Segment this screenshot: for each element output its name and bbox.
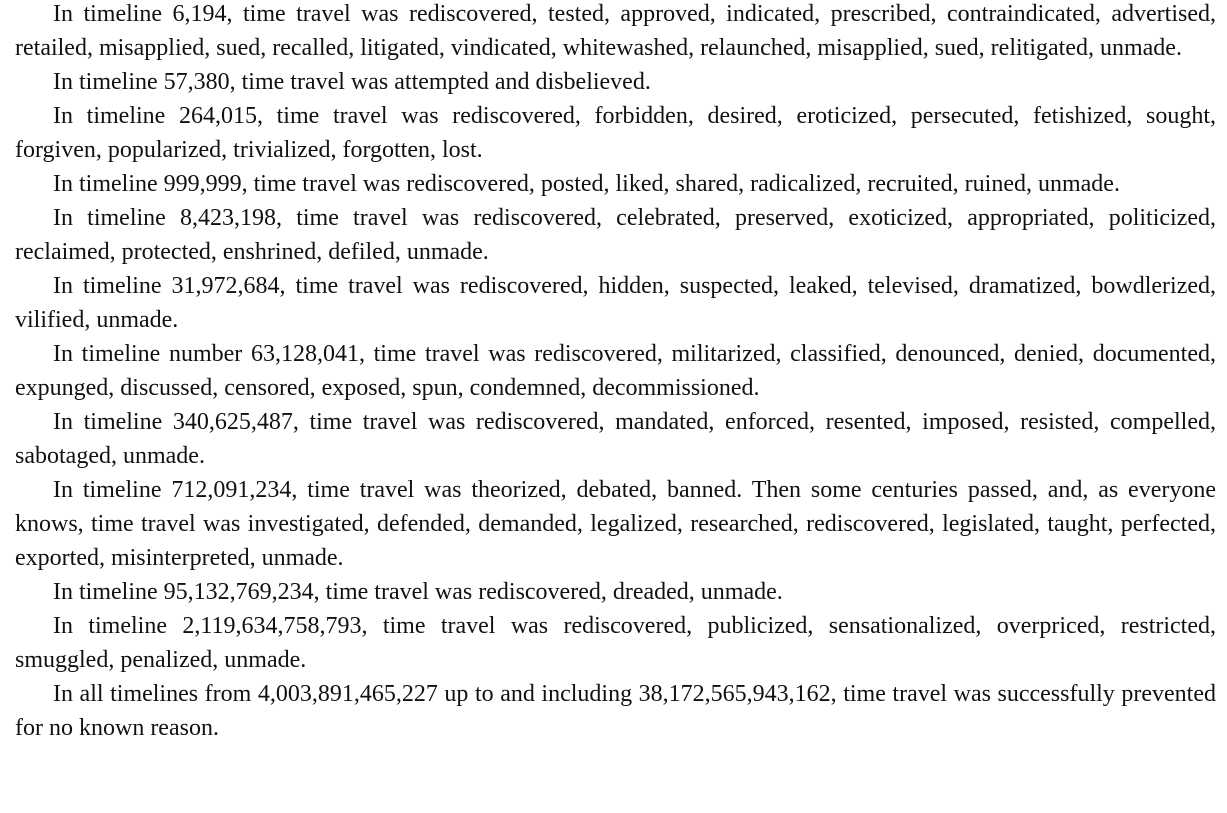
paragraph-timeline-95132769234: In timeline 95,132,769,234, time travel was rediscovered, dreaded, unmade. — [53, 579, 783, 605]
paragraph-timeline-340625487: In timeline 340,625,487, time travel was rediscovered, mandated, enforced, resented, imposed, resisted, compelled, sabotaged, unmade. — [15, 409, 1216, 469]
paragraph-timeline-2119634758793: In timeline 2,119,634,758,793, time travel was rediscovered, publicized, sensationalized, overpriced, restricted, smuggled, penalized, unmade. — [15, 613, 1216, 673]
paragraph-timeline-264015: In timeline 264,015, time travel was rediscovered, forbidden, desired, eroticized, persecuted, fetishized, sought, forgiven, popularized, trivialized, forgotten, lost. — [15, 103, 1216, 163]
paragraph-timeline-6194: In timeline 6,194, time travel was rediscovered, tested, approved, indicated, prescribed, contraindicated, advertised, retailed, misapplied, sued, recalled, litigated, vindicated, whitewashed, relaunched, misapplied, sued, relitigated, unmade. — [15, 1, 1216, 61]
paragraph-timeline-31972684: In timeline 31,972,684, time travel was rediscovered, hidden, suspected, leaked, televised, dramatized, bowdlerized, vilified, unmade. — [15, 273, 1216, 333]
paragraph-all-timelines: In all timelines from 4,003,891,465,227 up to and including 38,172,565,943,162, time travel was successfully prevented for no known reason. — [15, 681, 1216, 741]
paragraph-timeline-63128041: In timeline number 63,128,041, time travel was rediscovered, militarized, classified, denounced, denied, documented, expunged, discussed, censored, exposed, spun, condemned, decommissioned. — [15, 341, 1216, 401]
paragraph-timeline-999999: In timeline 999,999, time travel was rediscovered, posted, liked, shared, radicalized, recruited, ruined, unmade. — [53, 171, 1120, 197]
paragraph-timeline-57380: In timeline 57,380, time travel was attempted and disbelieved. — [53, 69, 651, 95]
paragraph-timeline-8423198: In timeline 8,423,198, time travel was rediscovered, celebrated, preserved, exoticized, appropriated, politicized, reclaimed, protected, enshrined, defiled, unmade. — [15, 205, 1216, 265]
paragraph-timeline-712091234: In timeline 712,091,234, time travel was theorized, debated, banned. Then some centuries passed, and, as everyone knows, time travel was investigated, defended, demanded, legalized, researched, rediscovered, legislated, taught, perfected, exported, misinterpreted, unmade. — [15, 477, 1216, 571]
